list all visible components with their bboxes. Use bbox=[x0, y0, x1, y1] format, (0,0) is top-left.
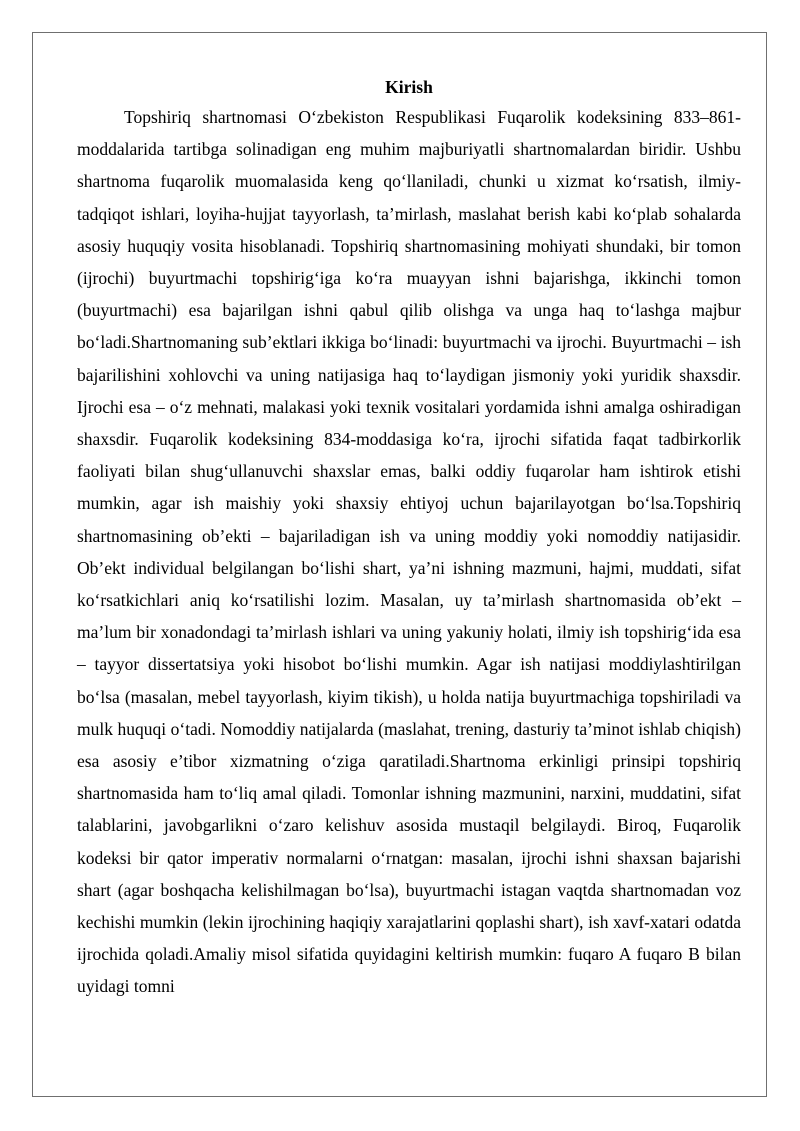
document-content bbox=[77, 74, 741, 1003]
document-title: Kirish bbox=[385, 77, 433, 97]
body-paragraph: Topshiriq shartnomasi O‘zbekiston Respublikasi Fuqarolik kodeksining 833–861-moddalarida tartibga solinadigan eng muhim majburiyatli shartnomalardan biridir. Ushbu shartnoma fuqarolik muomalasida keng qo‘llaniladi, chunki u xizmat ko‘rsatish, ilmiy-tadqiqot ishlari, loyiha-hujjat tayyorlash, ta’mirlash, maslahat berish kabi ko‘plab sohalarda asosiy huquqiy vosita hisoblanadi. Topshiriq shartnomasining mohiyati shundaki, bir tomon (ijrochi) buyurtmachi topshirig‘iga ko‘ra muayyan ishni bajarishga, ikkinchi tomon (buyurtmachi) esa bajarilgan ishni qabul qilib olishga va unga haq to‘lashga majbur bo‘ladi.Shartnomaning sub’ektlari ikkiga bo‘linadi: buyurtmachi va ijrochi. Buyurtmachi – ish bajarilishini xohlovchi va uning natijasiga haq to‘laydigan jismoniy yoki yuridik shaxsdir. Ijrochi esa – o‘z mehnati, malakasi yoki texnik vositalari yordamida ishni amalga oshiradigan shaxsdir. Fuqarolik kodeksining 834-moddasiga ko‘ra, ijrochi sifatida faqat tadbirkorlik faoliyati bilan shug‘ullanuvchi shaxslar emas, balki oddiy fuqarolar ham ishtirok etishi mumkin, agar ish maishiy yoki shaxsiy ehtiyoj uchun bajarilayotgan bo‘lsa.Topshiriq shartnomasining ob’ekti – bajariladigan ish va uning moddiy yoki nomoddiy natijasidir. Ob’ekt individual belgilangan bo‘lishi shart, ya’ni ishning mazmuni, hajmi, muddati, sifat ko‘rsatkichlari aniq ko‘rsatilishi lozim. Masalan, uy ta’mirlash shartnomasida ob’ekt – ma’lum bir xonadondagi ta’mirlash ishlari va uning yakuniy holati, ilmiy ish topshirig‘ida esa – tayyor dissertatsiya yoki hisobot bo‘lishi mumkin. Agar ish natijasi moddiylashtirilgan bo‘lsa (masalan, mebel tayyorlash, kiyim tikish), u holda natija buyurtmachiga topshiriladi va mulk huquqi o‘tadi. Nomoddiy natijalarda (maslahat, trening, dasturiy ta’minot ishlab chiqish) esa asosiy e’tibor xizmatning o‘ziga qaratiladi.Shartnoma erkinligi prinsipi topshiriq shartnomasida ham to‘liq amal qiladi. Tomonlar ishning mazmunini, narxini, muddatini, sifat talablarini, javobgarlikni o‘zaro kelishuv asosida mustaqil belgilaydi. Biroq, Fuqarolik kodeksi bir qator imperativ normalarni o‘rnatgan: masalan, ijrochi ishni shaxsan bajarishi shart (agar boshqacha kelishilmagan bo‘lsa), buyurtmachi istagan vaqtda shartnomadan voz kechishi mumkin (lekin ijrochining haqiqiy xarajatlarini qoplashi shart), ish xavf-xatari odatda ijrochida qoladi.Amaliy misol sifatida quyidagini keltirish mumkin: fuqaro A fuqaro B bilan uyidagi tomni bbox=[77, 107, 741, 997]
